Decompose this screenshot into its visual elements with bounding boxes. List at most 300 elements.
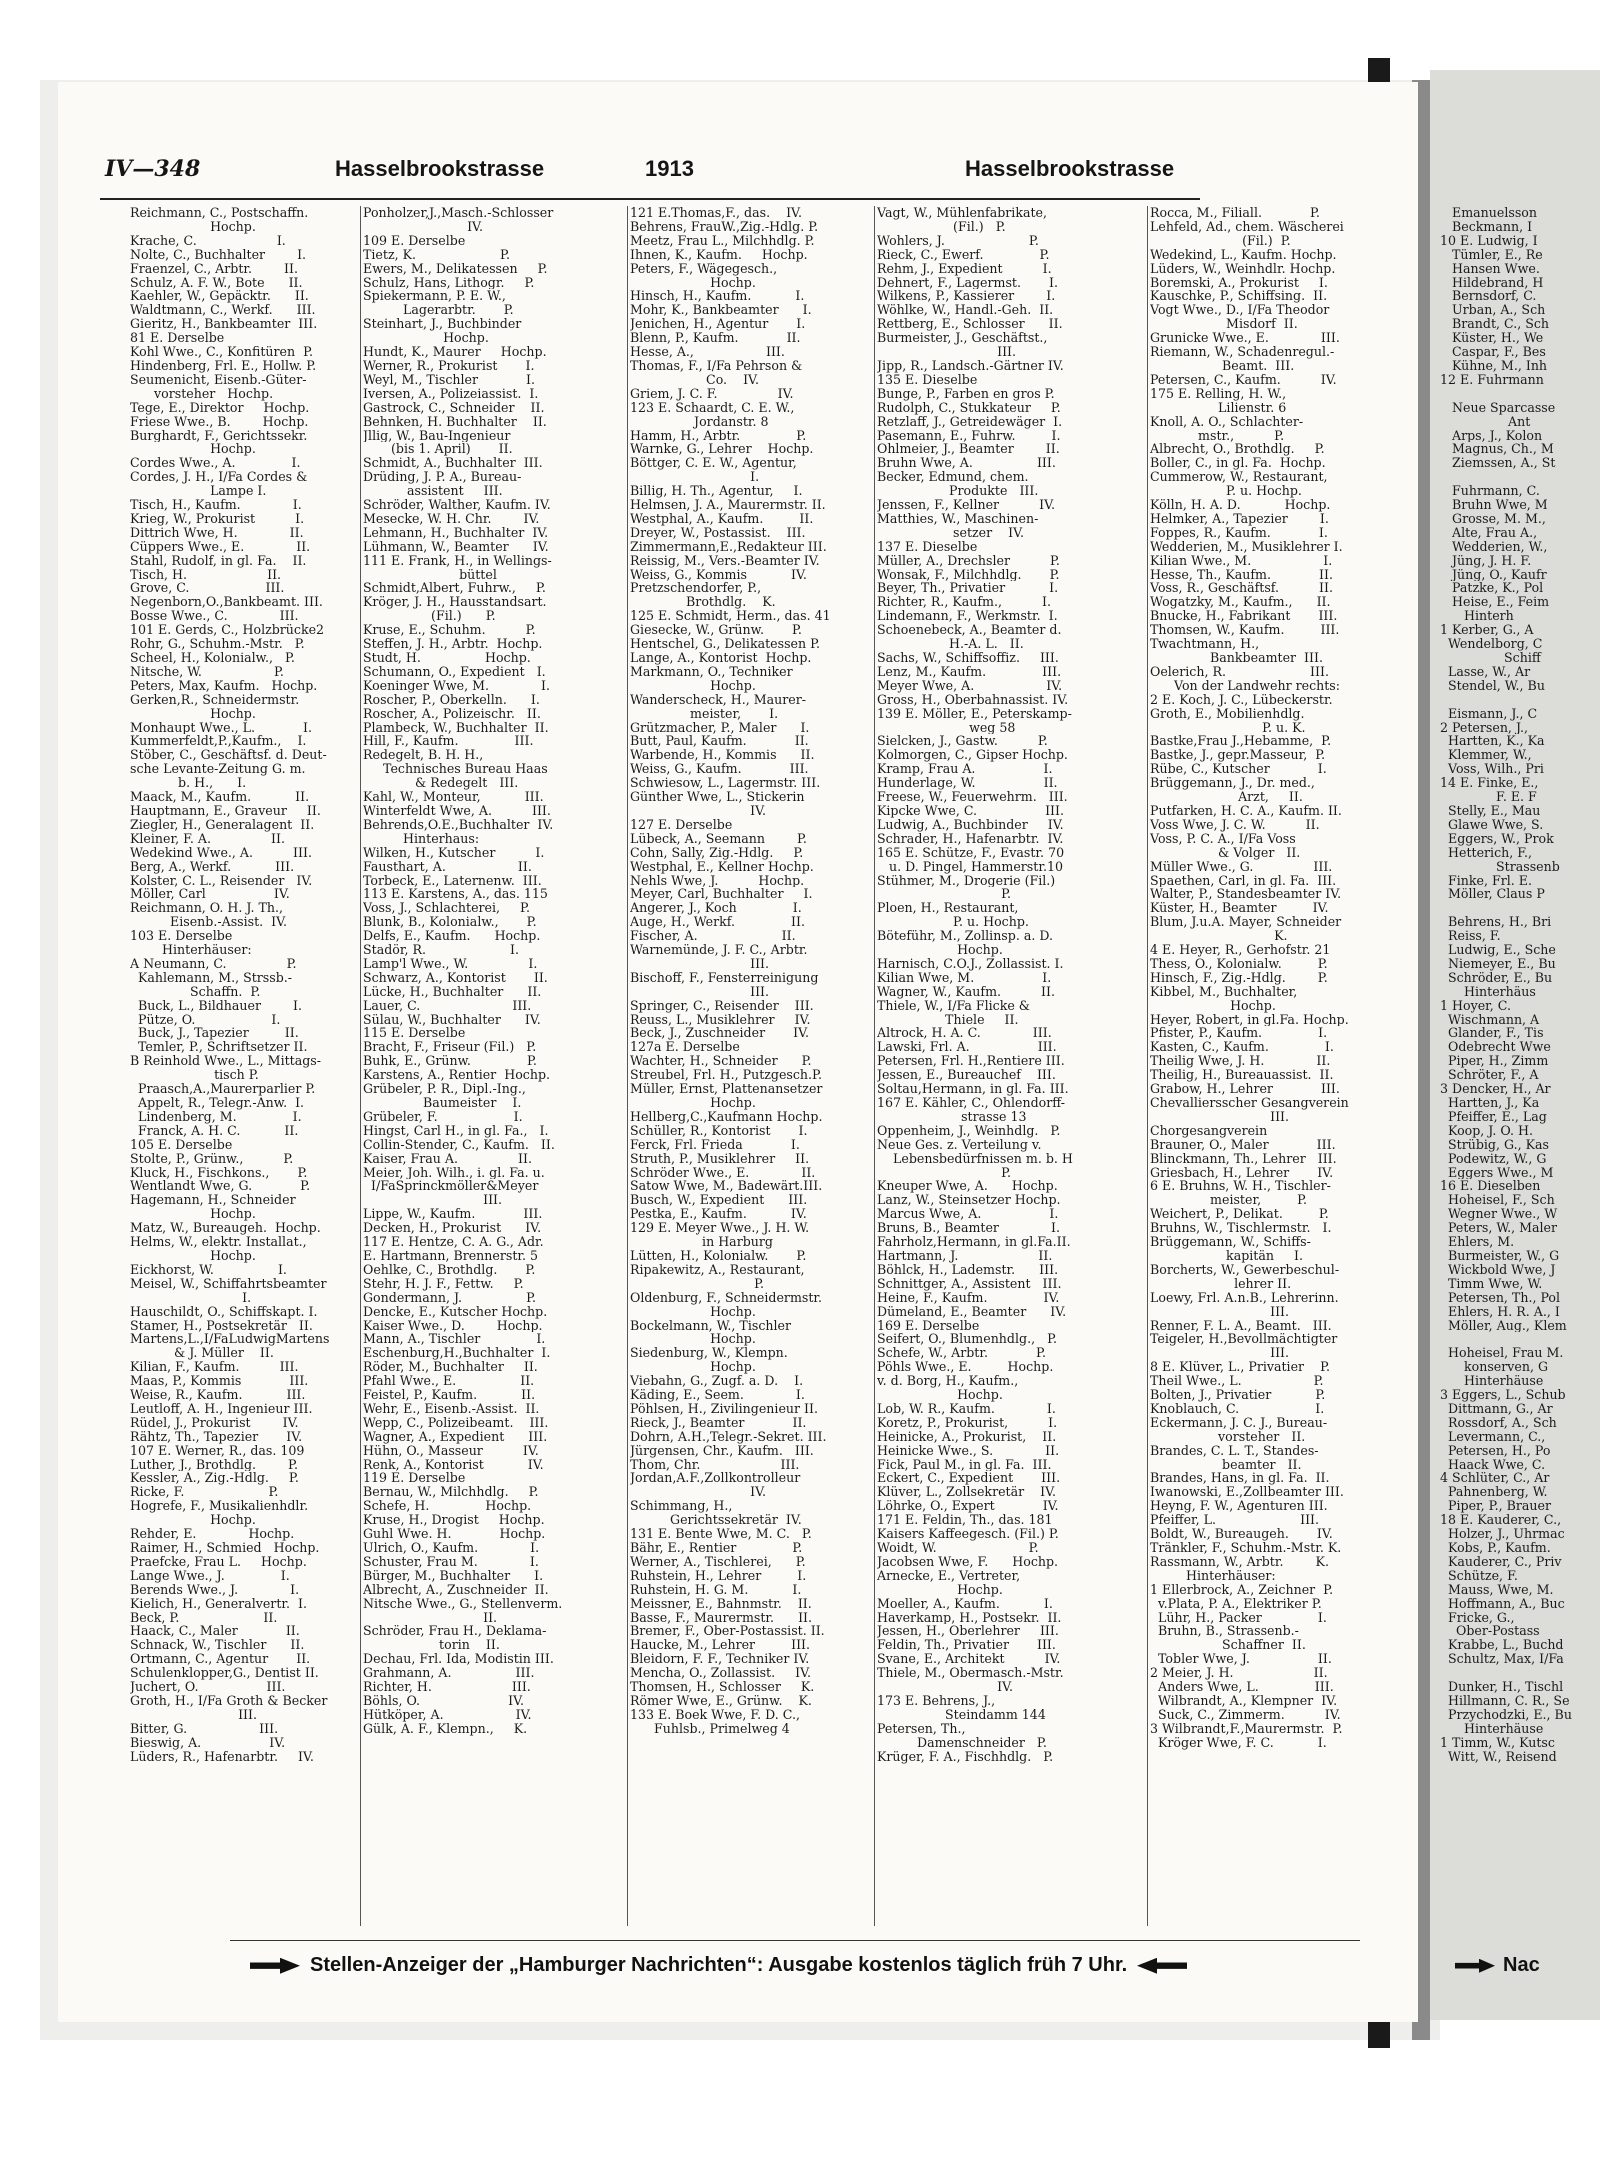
directory-entry: Mann, A., Tischler I. (363, 1332, 546, 1347)
directory-entry: Wendelborg, C (1440, 637, 1543, 651)
directory-entry: Wonsak, F., Milchhdlg. P. (877, 567, 1060, 582)
directory-entry: Küster, H., Beamter IV. (1150, 901, 1329, 916)
directory-entry: Grübeler, P. R., Dipl.-Ing., (363, 1082, 526, 1096)
directory-entry: 103 E. Derselbe (130, 929, 233, 944)
directory-entry: Ludwig, E., Sche (1440, 943, 1556, 957)
directory-entry: Wischmann, A (1440, 1012, 1540, 1027)
directory-entry: Eckert, C., Expedient III. (877, 1471, 1061, 1486)
directory-entry: Maas, P., Kommis III. (130, 1374, 309, 1389)
directory-entry: Jordanstr. 8 (630, 414, 769, 429)
directory-entry: Kilian Wwe, M. I. (877, 970, 1052, 985)
directory-entry: Schultz, Max, I/Fa (1440, 1652, 1564, 1667)
directory-entry: Hinterhäus (1440, 984, 1536, 999)
column-divider (1147, 206, 1148, 1926)
directory-entry: 12 E. Fuhrmann (1440, 372, 1544, 387)
directory-entry: Ulrich, O., Kaufm. I. (363, 1541, 540, 1555)
directory-entry: Fahrholz,Hermann, in gl.Fa.II. (877, 1235, 1071, 1249)
directory-entry: Hauptmann, E., Graveur II. (130, 803, 321, 818)
directory-entry: Reichmann, O. H. J. Th., (130, 901, 283, 916)
directory-entry: Oppenheim, J., Weinhdlg. P. (877, 1123, 1061, 1138)
directory-entry: Schuster, Frau M. I. (363, 1554, 539, 1569)
directory-entry: b. H., I. (130, 776, 247, 791)
directory-entry: Hamm, H., Arbtr. P. (630, 428, 807, 443)
directory-entry: Stöber, C., Geschäftsf. d. Deut- (130, 748, 327, 763)
directory-entry: Niemeyer, E., Bu (1440, 956, 1556, 971)
directory-entry: Kaehler, W., Gepäcktr. II. (130, 289, 309, 304)
directory-entry: Hinterh (1440, 609, 1514, 624)
directory-entry: Meisel, W., Schiffahrtsbeamter (130, 1276, 327, 1291)
directory-entry: Jenssen, F., Kellner IV. (877, 498, 1055, 512)
directory-entry: 109 E. Derselbe (363, 233, 466, 248)
directory-entry: Reiss, F. (1440, 929, 1501, 944)
directory-entry: Scheel, H., Kolonialw., P. (130, 651, 295, 665)
directory-entry: 101 E. Gerds, C., Holzbrücke2 (130, 623, 325, 638)
directory-entry: Baumeister I. (363, 1096, 522, 1110)
directory-entry: Rassmann, W., Arbtr. K. (1150, 1554, 1329, 1569)
directory-entry: Kaiser Wwe., D. Hochp. (363, 1318, 543, 1333)
directory-entry: Wagner, A., Expedient III. (363, 1429, 548, 1444)
directory-entry: Tietz, K. P. (363, 247, 510, 262)
directory-entry: Foppes, R., Kaufm. I. (1150, 525, 1328, 540)
directory-entry: Drüding, J. P. A., Bureau- (363, 470, 522, 485)
directory-entry: Fick, Paul M., in gl. Fa. III. (877, 1457, 1052, 1472)
directory-entry: P. u. Hochp. (877, 915, 1029, 930)
directory-entry: Dittmann, G., Ar (1440, 1401, 1553, 1416)
directory-entry: Ant (1440, 414, 1531, 429)
directory-entry: Grübeler, F. I. (363, 1109, 523, 1124)
adjacent-page-footer (1455, 1954, 1540, 1977)
directory-entry: Hühn, O., Masseur IV. (363, 1443, 539, 1458)
directory-entry: IV. (630, 803, 766, 818)
directory-entry: Kibbel, M., Buchhalter, (1150, 984, 1298, 999)
directory-entry: Tege, E., Direktor Hochp. (130, 400, 310, 415)
directory-entry: Kohl Wwe., C., Konfitüren P. (130, 345, 314, 359)
directory-entry: Schröter, F., A (1440, 1068, 1539, 1083)
directory-entry: Hill, F., Kaufm. III. (363, 734, 534, 749)
directory-entry: Ihnen, K., Kaufm. Hochp. (630, 247, 808, 262)
directory-entry: Richter, H. III. (363, 1680, 531, 1694)
directory-entry: Berg, A., Werkf. III. (130, 859, 295, 874)
directory-entry: Eschenburg,H.,Buchhalter I. (363, 1346, 551, 1361)
directory-entry: Dümeland, E., Beamter IV. (877, 1304, 1067, 1319)
directory-entry: Steindamm 144 (877, 1707, 1046, 1722)
directory-entry: Lücke, H., Buchhalter II. (363, 984, 542, 999)
directory-entry: Viebahn, G., Zugf. a. D. I. (630, 1374, 804, 1389)
directory-entry: (Fil.) P. (877, 219, 1006, 234)
directory-entry: Ferck, Frl. Frieda I. (630, 1137, 800, 1152)
directory-entry: Jessen, E., Bureauchef III. (877, 1068, 1056, 1083)
directory-entry: Hildebrand, H (1440, 275, 1544, 290)
directory-entry: Dunker, H., Tischl (1440, 1680, 1564, 1694)
directory-entry: torin II. (363, 1638, 500, 1653)
directory-entry: (Fil.) P. (363, 609, 496, 624)
directory-entry: III. (1150, 1109, 1290, 1124)
directory-entry: 113 E. Karstens, A., das. 115 (363, 887, 548, 902)
directory-entry: Matz, W., Bureaugeh. Hochp. (130, 1221, 321, 1236)
directory-entry: Wogatzky, M., Kaufm., II. (1150, 595, 1331, 610)
directory-entry: Ziegler, H., Generalagent II. (130, 817, 315, 832)
directory-column-5 (1150, 206, 1375, 1926)
directory-entry: Möller, Carl IV. (130, 887, 290, 902)
directory-entry: Ruhstein, H., Lehrer I. (630, 1568, 807, 1583)
directory-entry: 3 Eggers, L., Schub (1440, 1388, 1566, 1402)
directory-entry: Stendel, W., Bu (1440, 678, 1545, 693)
directory-entry: Strübig, G., Kas (1440, 1137, 1549, 1152)
directory-entry: 115 E. Derselbe (363, 1026, 466, 1041)
directory-entry: Jüng, J. H. F. (1440, 553, 1532, 568)
directory-entry: Kahl, W., Monteur, III. (363, 790, 544, 804)
directory-entry: Haack Wwe, C. (1440, 1457, 1546, 1472)
directory-entry: Fuhrmann, C. (1440, 484, 1540, 499)
directory-entry: Lehfeld, Ad., chem. Wäscherei (1150, 219, 1344, 234)
directory-entry: 18 E. Kauderer, C., (1440, 1513, 1562, 1528)
directory-entry: Holzer, J., Uhrmac (1440, 1527, 1565, 1541)
footer-rule (230, 1940, 1360, 1941)
directory-entry: Bruhns, W., Tischlermstr. I. (1150, 1221, 1332, 1236)
directory-entry: Hoheisel, F., Sch (1440, 1193, 1555, 1208)
directory-entry: Böteführ, M., Zollinsp. a. D. (877, 929, 1054, 944)
directory-entry: Kolster, C. L., Reisender IV. (130, 873, 313, 888)
directory-entry: Meyer, Carl, Buchhalter I. (630, 887, 813, 902)
directory-entry: Voss, P. C. A., I/Fa Voss (1150, 831, 1296, 846)
directory-entry: meister, I. (630, 706, 779, 721)
directory-entry: Kipcke Wwe, C. III. (877, 803, 1064, 818)
directory-entry: Pasemann, E., Fuhrw. I. (877, 428, 1061, 443)
directory-entry: Schulenklopper,G., Dentist II. (130, 1666, 319, 1681)
directory-entry: Lauer, C. III. (363, 998, 532, 1013)
directory-entry: Schoenebeck, A., Beamter d. (877, 623, 1062, 638)
directory-entry: Kölln, H. A. D. Hochp. (1150, 498, 1331, 512)
directory-entry: Fuhlsb., Primelweg 4 (630, 1721, 790, 1736)
directory-entry: Lübeck, A., Seemann P. (630, 831, 807, 846)
directory-entry: Wagner, W., Kaufm. II. (877, 984, 1055, 999)
directory-entry: III. (630, 956, 770, 971)
directory-entry: Wöhlke, W., Handl.-Geh. II. (877, 303, 1054, 318)
directory-entry: Arnecke, E., Vertreter, (877, 1568, 1021, 1583)
directory-entry: Eickhorst, W. I. (130, 1262, 287, 1277)
directory-entry: IV. (877, 1680, 1013, 1694)
directory-entry: Markmann, O., Techniker (630, 664, 793, 679)
directory-entry: Lühmann, W., Beamter IV. (363, 539, 549, 554)
directory-entry: Hochp. (630, 678, 756, 693)
directory-entry: Oldenburg, F., Schneidermstr. (630, 1290, 823, 1305)
directory-entry: Thomsen, W., Kaufm. III. (1150, 623, 1340, 638)
directory-entry: Praefcke, Frau L. Hochp. (130, 1554, 307, 1569)
directory-entry: Feistel, P., Kaufm. II. (363, 1388, 536, 1402)
directory-entry: Knoll, A. O., Schlachter- (1150, 414, 1304, 429)
directory-entry: Jüng, O., Kaufr (1440, 567, 1547, 582)
directory-entry: Rudolph, C., Stukkateur P. (877, 400, 1061, 415)
directory-entry: Jürgensen, Chr., Kaufm. III. (630, 1443, 814, 1458)
directory-entry: Weise, R., Kaufm. III. (130, 1388, 306, 1402)
directory-entry: Witt, W., Reisend (1440, 1749, 1557, 1764)
directory-entry: Krüger, F. A., Fischhdlg. P. (877, 1749, 1054, 1764)
directory-entry: Anders Wwe, L. III. (1150, 1680, 1334, 1694)
directory-entry: Kneuper Wwe, A. Hochp. (877, 1179, 1058, 1194)
directory-entry: Butt, Paul, Kaufm. II. (630, 734, 809, 749)
directory-entry: Altrock, H. A. C. III. (877, 1026, 1052, 1041)
directory-entry: III. (130, 1707, 258, 1722)
directory-entry: Gieritz, H., Bankbeamter III. (130, 317, 318, 332)
directory-entry: Bernau, W., Milchhdlg. P. (363, 1485, 539, 1500)
directory-entry: Hochp. (630, 1332, 756, 1347)
directory-entry: Vagt, W., Mühlenfabrikate, (877, 206, 1047, 220)
directory-entry: büttel (363, 567, 497, 582)
directory-entry: 6 E. Bruhns, W. H., Tischler- (1150, 1179, 1331, 1194)
directory-entry: Schnittger, A., Assistent III. (877, 1276, 1062, 1291)
directory-entry: Moeller, A., Kaufm. I. (877, 1596, 1053, 1611)
directory-entry: & J. Müller II. (130, 1346, 274, 1361)
directory-entry: Basse, F., Maurermstr. II. (630, 1610, 813, 1625)
directory-entry: Neue Ges. z. Verteilung v. (877, 1137, 1042, 1152)
directory-entry: Technisches Bureau Haas (363, 762, 548, 777)
directory-entry: Rossdorf, A., Sch (1440, 1415, 1557, 1430)
directory-entry: 121 E.Thomas,F., das. IV. (630, 206, 802, 220)
year: 1913 (645, 156, 694, 181)
directory-entry: 137 E. Dieselbe (877, 539, 978, 554)
directory-entry: Tränkler, F., Schuhm.-Mstr. K. (1150, 1541, 1342, 1555)
directory-entry: Hochp. (630, 1304, 756, 1319)
pointing-hand-icon (250, 1958, 300, 1974)
page-number: IV—348 (105, 156, 201, 182)
directory-entry: meister, P. (1150, 1193, 1308, 1208)
directory-entry: Müller, A., Drechsler P. (877, 553, 1060, 568)
directory-entry: Renk, A., Kontorist IV. (363, 1457, 544, 1472)
directory-entry: Pestka, E., Kaufm. IV. (630, 1207, 807, 1222)
directory-entry: Busch, W., Expedient III. (630, 1193, 808, 1208)
directory-entry: Lüders, R., Hafenarbtr. IV. (130, 1749, 314, 1764)
directory-entry: Peters, W., Maler (1440, 1221, 1558, 1236)
directory-entry (1440, 693, 1600, 707)
directory-entry: 175 E. Relling, H. W., (1150, 386, 1287, 401)
directory-entry: Becker, Edmund, chem. (877, 470, 1029, 485)
directory-entry: 169 E. Derselbe (877, 1318, 980, 1333)
directory-entry: 171 E. Feldin, Th., das. 181 (877, 1513, 1053, 1528)
directory-entry: Hartmann, J. II. (877, 1248, 1053, 1263)
directory-entry: & Redegelt III. (363, 776, 519, 791)
directory-entry: Dohrn, A.H.,Telegr.-Sekret. III. (630, 1429, 827, 1444)
directory-entry: 173 E. Behrens, J., (877, 1693, 996, 1708)
directory-entry: Hunderlage, W. II. (877, 776, 1058, 791)
directory-entry: Fricke, G., (1440, 1610, 1515, 1625)
directory-entry: Rübe, C., Kutscher I. (1150, 762, 1327, 777)
directory-entry: Lamp'l Wwe., W. I. (363, 956, 538, 971)
directory-entry: Thom, Chr. III. (630, 1457, 800, 1472)
directory-entry: Wentlandt Wwe, G. P. (130, 1179, 311, 1194)
directory-entry: Römer Wwe, E., Grünw. K. (630, 1693, 812, 1708)
directory-entry: Wepp, C., Polizeibeamt. III. (363, 1415, 549, 1430)
directory-entry: Bolten, J., Privatier P. (1150, 1388, 1326, 1402)
directory-entry: Lanz, W., Steinsetzer Hochp. (877, 1193, 1061, 1208)
directory-entry: Brüggemann, W., Schiffs- (1150, 1235, 1311, 1249)
directory-entry: Cummerow, W., Restaurant, (1150, 470, 1328, 485)
directory-entry: 8 E. Klüver, L., Privatier P. (1150, 1360, 1330, 1375)
directory-entry: III. (877, 345, 1017, 359)
directory-entry: Lilienstr. 6 (1150, 400, 1287, 415)
directory-entry: Küster, H., We (1440, 331, 1544, 346)
directory-entry: Grosse, M. M., (1440, 511, 1546, 526)
directory-entry: Petersen, H., Po (1440, 1443, 1551, 1458)
directory-entry: Grützmacher, P., Maler I. (630, 720, 810, 735)
directory-entry: Klemmer, W., (1440, 748, 1532, 763)
directory-entry: Eggers Wwe., M (1440, 1165, 1554, 1180)
directory-entry: konserven, G (1440, 1360, 1549, 1375)
directory-entry: 133 E. Boek Wwe, F. D. C., (630, 1707, 800, 1722)
directory-entry: Mesecke, W. H. Chr. IV. (363, 511, 540, 526)
directory-entry: 3 Dencker, H., Ar (1440, 1082, 1551, 1096)
directory-entry: Eismann, J., C (1440, 706, 1538, 721)
directory-entry: Heyer, Robert, in gl.Fa. Hochp. (1150, 1012, 1349, 1027)
directory-entry: Eggers, W., Prok (1440, 831, 1554, 846)
directory-entry: Buck, J., Tapezier II. (130, 1026, 299, 1041)
directory-entry: 123 E. Schaardt, C. E. W., (630, 400, 795, 415)
directory-entry: 1 Timm, W., Kutsc (1440, 1735, 1555, 1750)
directory-entry: Kramp, Frau A. I. (877, 762, 1053, 777)
pointing-hand-icon (1455, 1959, 1495, 1973)
directory-entry: Hartten, J., Ka (1440, 1096, 1540, 1110)
directory-entry: Schefe, W., Arbtr. P. (877, 1346, 1046, 1361)
directory-entry: Grunicke Wwe., E. III. (1150, 331, 1340, 346)
directory-entry: Burghardt, F., Gerichtssekr. (130, 428, 308, 443)
directory-entry: Hochp. (1150, 998, 1276, 1013)
directory-entry: Pfeiffer, L. III. (1150, 1513, 1320, 1528)
directory-entry: Theilig, H., Bureauassist. II. (1150, 1068, 1334, 1083)
directory-entry: Kessler, A., Zig.-Hdlg. P. (130, 1471, 299, 1486)
directory-entry: Bieswig, A. IV. (130, 1735, 286, 1750)
directory-entry: Hochp. (877, 1582, 1003, 1597)
column-divider (360, 206, 361, 1926)
directory-entry: Woidt, W. P. (877, 1541, 1039, 1555)
directory-entry: lehrer II. (1150, 1276, 1292, 1291)
directory-entry: Kolmorgen, C., Gipser Hochp. (877, 748, 1068, 763)
directory-entry: Pöhlsen, H., Zivilingenieur II. (630, 1401, 818, 1416)
directory-entry: Ober-Postass (1440, 1624, 1540, 1639)
directory-entry: Griesbach, H., Lehrer IV. (1150, 1165, 1334, 1180)
directory-entry: Westphal, E., Kellner Hochp. (630, 859, 814, 874)
directory-entry (1440, 387, 1600, 401)
directory-entry: Neue Sparcasse (1440, 400, 1556, 415)
directory-entry: Petersen, Frl. H.,Rentiere III. (877, 1054, 1065, 1069)
directory-entry: Beck, J., Zuschneider IV. (630, 1026, 809, 1041)
directory-entry: Bracht, F., Friseur (Fil.) P. (363, 1040, 537, 1055)
directory-entry: Praasch,A.,Maurerparlier P. (130, 1082, 316, 1096)
street-name-left: Hasselbrookstrasse (335, 156, 545, 181)
directory-entry: Lange Wwe., J. I. (130, 1568, 290, 1583)
directory-entry: Decken, H., Prokurist IV. (363, 1221, 542, 1236)
directory-entry: Lütten, H., Kolonialw. P. (630, 1248, 807, 1263)
directory-entry: Heinicke Wwe., S. II. (877, 1443, 1060, 1458)
directory-entry: Meier, Joh. Wilh., i. gl. Fa. u. (363, 1165, 545, 1180)
directory-entry: Haack, C., Maler II. (130, 1624, 300, 1639)
directory-entry: Bernsdorf, C. (1440, 289, 1537, 304)
directory-entry: 4 E. Heyer, R., Gerhofstr. 21 (1150, 943, 1331, 957)
directory-entry: Arzt, II. (1150, 790, 1303, 804)
directory-entry: Kasten, C., Kaufm. I. (1150, 1040, 1334, 1055)
directory-entry: Schröder, Frau H., Deklama- (363, 1624, 547, 1639)
directory-entry: Hochp. (877, 1388, 1003, 1402)
directory-entry: Brothdlg. K. (630, 595, 776, 610)
directory-entry: Böhlck, H., Lademstr. III. (877, 1262, 1059, 1277)
directory-entry: vorsteher Hochp. (130, 386, 274, 401)
directory-entry: Theilig Wwe, J. H. II. (1150, 1054, 1331, 1069)
directory-entry: P. u. Hochp. (1150, 484, 1302, 499)
directory-entry: Twachtmann, H., (1150, 637, 1260, 651)
directory-entry: tisch P. (130, 1068, 259, 1083)
directory-entry: Brauner, O., Maler III. (1150, 1137, 1336, 1152)
directory-entry: Steffen, J. H., Arbtr. Hochp. (363, 637, 543, 651)
directory-entry: Müller Wwe., G. III. (1150, 859, 1333, 874)
directory-entry: Groth, H., I/Fa Groth & Becker (130, 1693, 328, 1708)
directory-entry: Hillmann, C. R., Se (1440, 1693, 1570, 1708)
directory-entry: Schüller, R., Kontorist I. (630, 1123, 808, 1138)
directory-entry: Richter, R., Kaufm., I. (877, 595, 1051, 610)
directory-entry: A Neumann, C. P. (130, 956, 297, 971)
directory-entry: Schimmang, H., (630, 1499, 733, 1514)
directory-entry: Hingst, Carl H., in gl. Fa., I. (363, 1123, 549, 1138)
directory-entry: Lagerarbtr. P. (363, 303, 514, 318)
directory-entry: Hundt, K., Maurer Hochp. (363, 345, 547, 359)
directory-entry: Ziemssen, A., St (1440, 456, 1556, 471)
directory-entry: Borcherts, W., Gewerbeschul- (1150, 1262, 1340, 1277)
directory-entry: v. d. Borg, H., Kaufm., (877, 1374, 1019, 1389)
directory-entry: Heyng, F. W., Agenturen III. (1150, 1499, 1328, 1514)
adjacent-footer-text: Nac (1503, 1954, 1540, 1976)
directory-entry: Hochp. (130, 219, 256, 234)
directory-entry: Dechau, Frl. Ida, Modistin III. (363, 1652, 554, 1667)
directory-entry: Temler, P., Schriftsetzer II. (130, 1040, 308, 1055)
directory-entry: Struth, P., Musiklehrer II. (630, 1151, 810, 1166)
directory-entry: Behrens, H., Bri (1440, 915, 1552, 930)
directory-entry: Ortmann, C., Agentur II. (130, 1652, 311, 1667)
directory-entry: Brüggemann, J., Dr. med., (1150, 776, 1315, 791)
directory-entry: Jipp, R., Landsch.-Gärtner IV. (877, 358, 1064, 373)
directory-entry: Gerichtssekretär IV. (630, 1513, 802, 1528)
directory-entry: Ponholzer,J.,Masch.-Schlosser (363, 206, 554, 220)
directory-entry: 4 Schlüter, C., Ar (1440, 1471, 1550, 1486)
directory-entry: Lange, A., Kontorist Hochp. (630, 651, 812, 665)
directory-entry: 2 Meier, J. H. II. (1150, 1666, 1328, 1681)
directory-entry: Schmidt, A., Buchhalter III. (363, 456, 543, 471)
directory-entry: Dittrich Wwe, H. II. (130, 525, 304, 540)
directory-entry: Juchert, O. III. (130, 1680, 286, 1694)
directory-entry: Lenz, M., Kaufm. III. (877, 664, 1062, 679)
directory-entry: Marcus Wwe, A. I. (877, 1207, 1059, 1222)
directory-entry: Sielcken, J., Gastw. P. (877, 734, 1048, 749)
directory-entry: Luther, J., Brothdlg. P. (130, 1457, 298, 1472)
directory-entry: Loewy, Frl. A.n.B., Lehrerinn. (1150, 1290, 1339, 1305)
directory-entry: Hellberg,C.,Kaufmann Hochp. (630, 1109, 823, 1124)
directory-entry: Jenichen, H., Agentur I. (630, 317, 806, 332)
directory-entry: Wedekind Wwe., A. III. (130, 845, 312, 860)
directory-entry: Harnisch, C.O.J., Zollassist. I. (877, 956, 1064, 971)
directory-entry: Bunge, P., Farben en gros P. (877, 386, 1055, 401)
directory-entry: Bosse Wwe., C. III. (130, 609, 299, 624)
directory-entry: Hoffmann, A., Buc (1440, 1596, 1565, 1611)
directory-entry: Lob, W. R., Kaufm. I. (877, 1401, 1056, 1416)
directory-entry: Seifert, O., Blumenhdlg., P. (877, 1332, 1058, 1347)
directory-entry: Satow Wwe, M., Badewärt.III. (630, 1179, 823, 1194)
directory-entry: Brandt, C., Sch (1440, 317, 1550, 332)
directory-entry: Schröder, Walther, Kaufm. IV. (363, 498, 551, 512)
directory-entry: Bruns, B., Beamter I. (877, 1221, 1060, 1236)
directory-entry: Helms, W., elektr. Installat., (130, 1235, 307, 1249)
directory-entry: Hochp. (130, 1513, 256, 1528)
directory-entry: P. (630, 1276, 765, 1291)
directory-entry: Lüders, W., Weinhdlr. Hochp. (1150, 261, 1336, 276)
directory-entry: Kobs, P., Kaufm. (1440, 1541, 1551, 1555)
directory-entry: Warnke, G., Lehrer Hochp. (630, 442, 814, 457)
directory-entry: Wilkens, P., Kassierer I. (877, 289, 1056, 304)
